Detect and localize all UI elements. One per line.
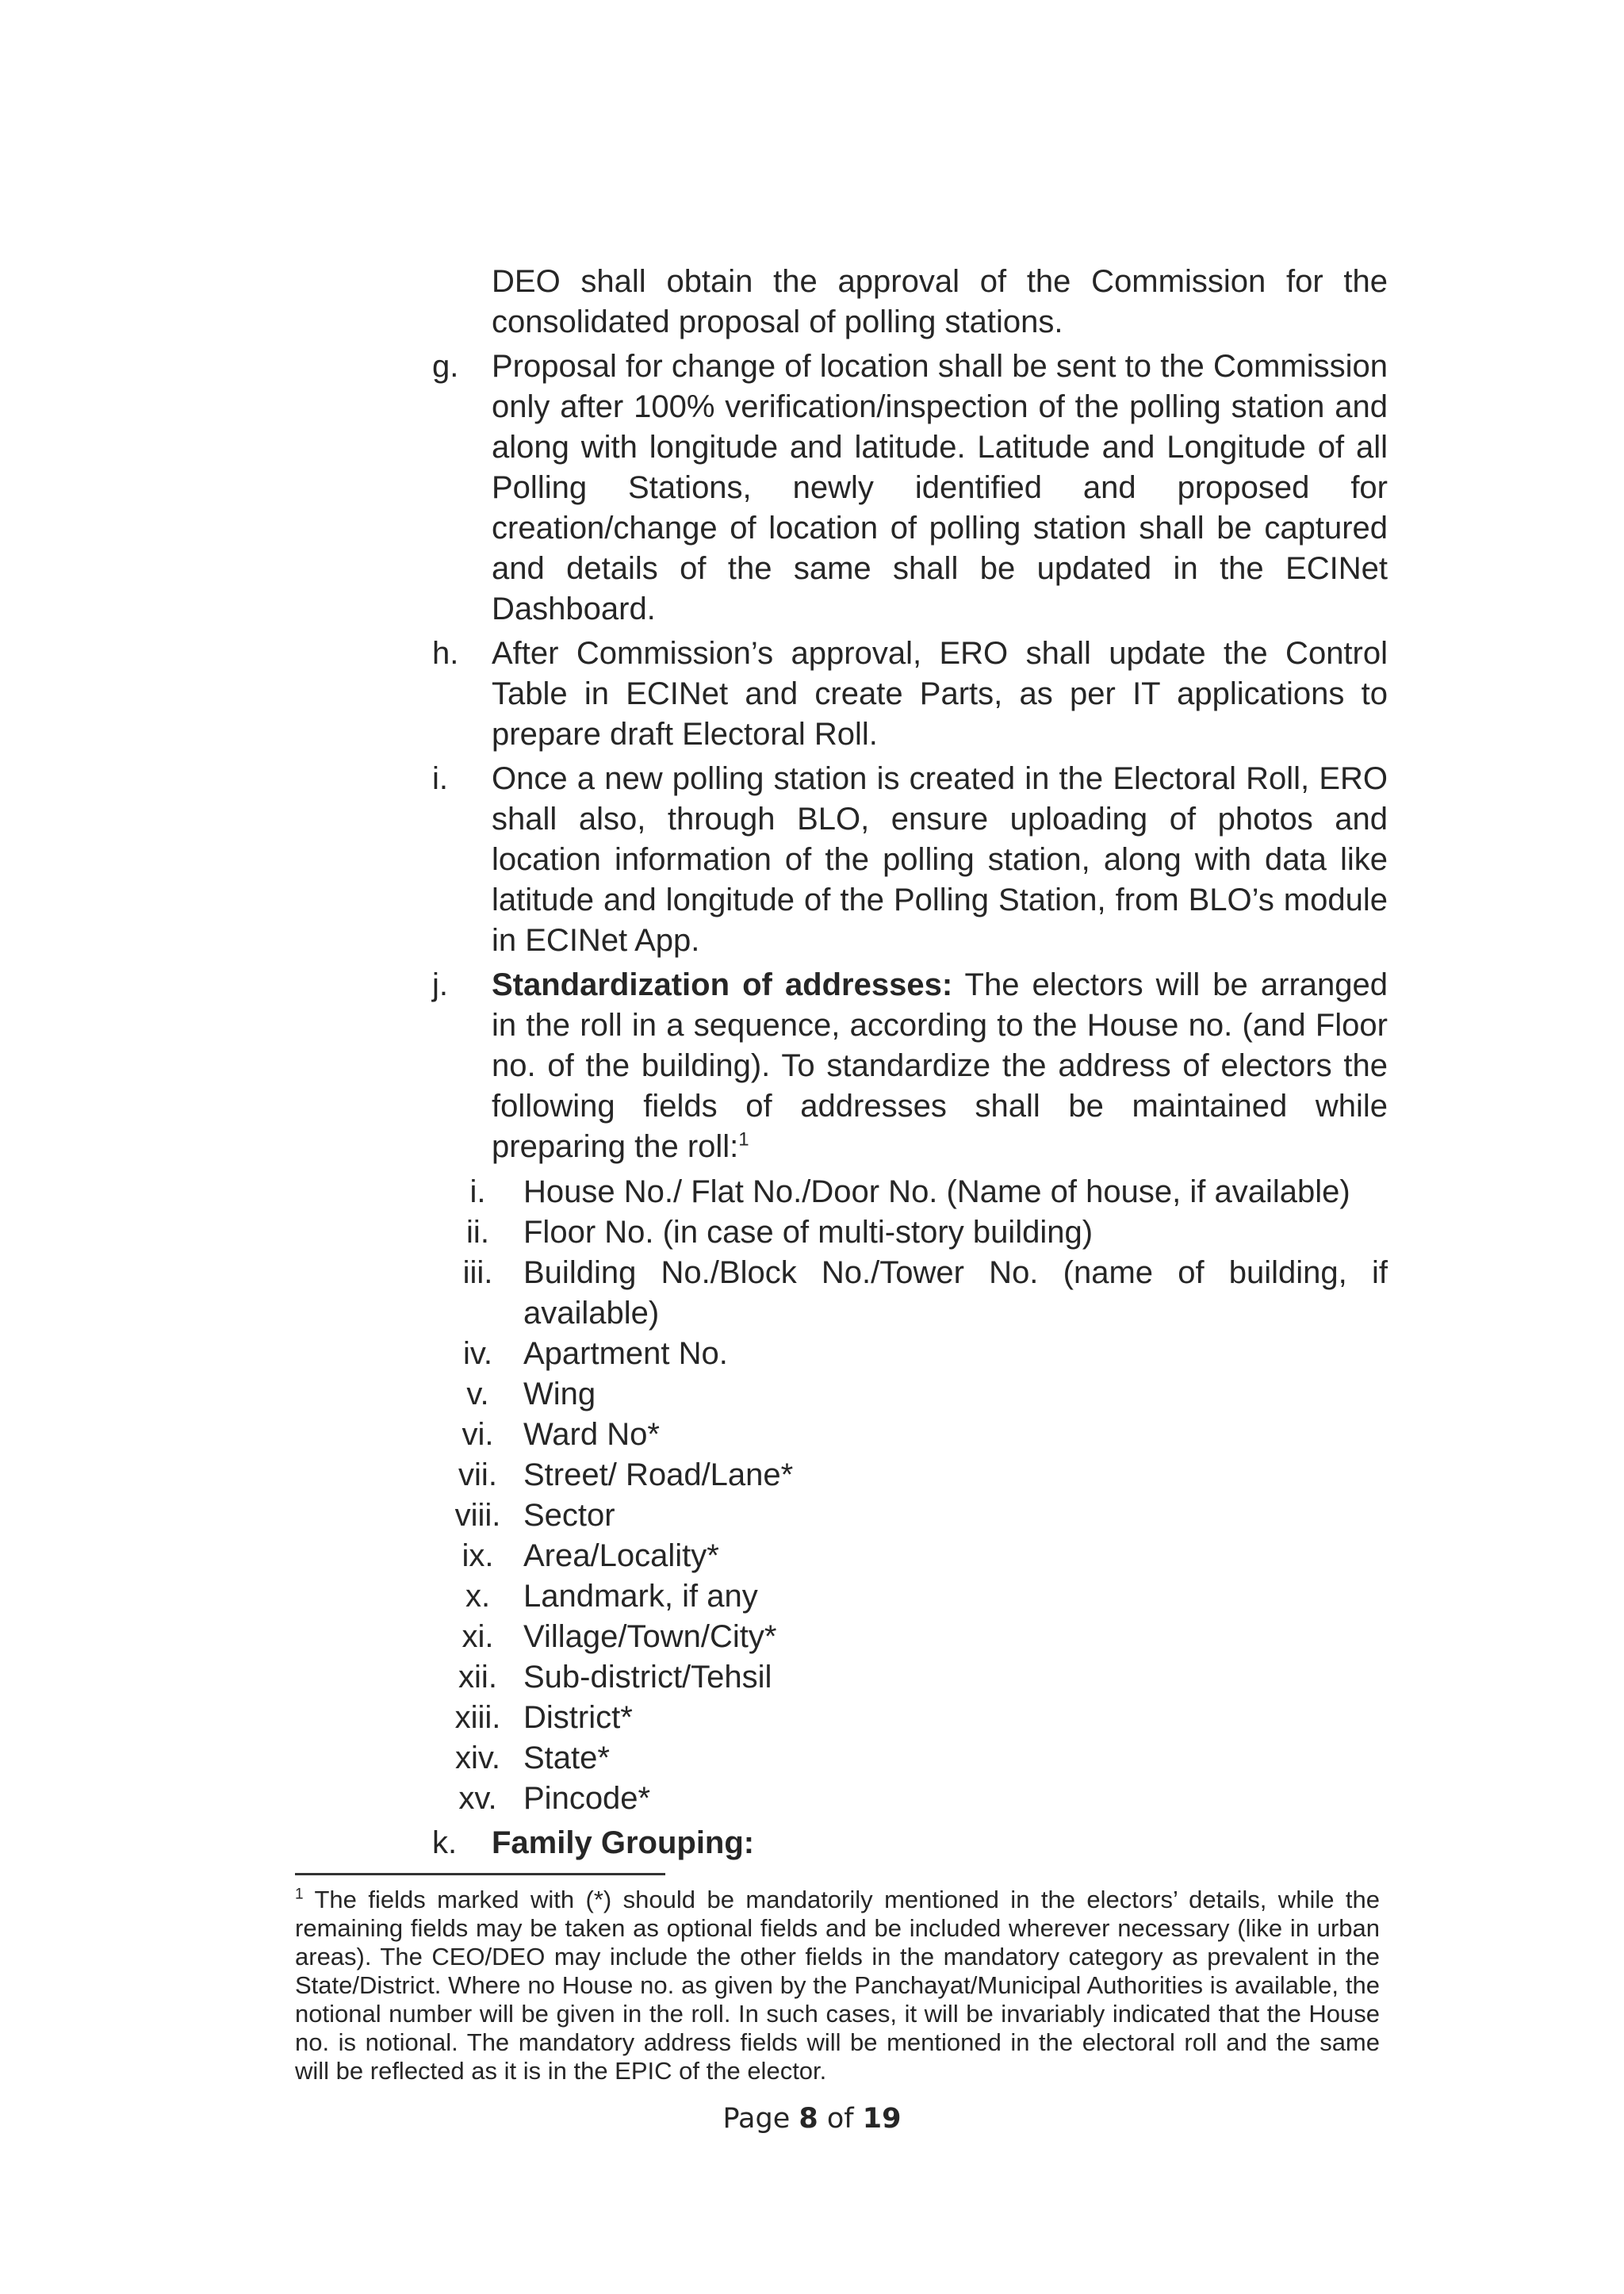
footnote-text: The fields marked with (*) should be mandatorily mentioned in the electors’ details, while the remaining fields may be taken as optional fields and be included wherever necessary (like in urban areas). The CEO/DEO may include the other fields in the mandatory category as prevalent in the State/District. Where no House no. as given by the Panchayat/Municipal Authorities is available, the notional number will be given in the roll. In such cases, it will be invariably indicated that the House no. is notional. The mandatory address fields will be mentioned in the electoral roll and the same will be reflected as it is in the EPIC of the elector. xyxy=(295,1886,1380,2085)
section-heading-family-grouping: Family Grouping: xyxy=(492,1825,755,1860)
roman-numeral: xiv. xyxy=(454,1741,501,1775)
address-fields-list xyxy=(432,1172,1388,1819)
list-marker: g. xyxy=(432,349,459,384)
roman-numeral: viii. xyxy=(454,1498,501,1533)
roman-numeral: vii. xyxy=(458,1457,497,1492)
address-field-text: Pincode* xyxy=(523,1781,651,1816)
list-item-j xyxy=(432,965,1388,1167)
roman-numeral: xii. xyxy=(458,1660,497,1695)
address-field-text: Village/Town/City* xyxy=(523,1619,777,1654)
total-pages: 19 xyxy=(862,2103,902,2135)
address-field-text: Wing xyxy=(523,1377,596,1411)
current-page: 8 xyxy=(799,2103,818,2135)
address-field-item xyxy=(432,1576,1388,1617)
roman-numeral: ii. xyxy=(466,1215,489,1250)
address-field-text: House No./ Flat No./Door No. (Name of house, if available) xyxy=(523,1174,1350,1209)
list-item-text: The electors will be arranged in the roll in a sequence, according to the House no. (and Floor no. of the building). To standardize the address of electors the following fields of addresses shall be maintained while preparing the roll: xyxy=(492,967,1388,1164)
roman-numeral: ix. xyxy=(462,1538,494,1573)
address-field-item xyxy=(432,1212,1388,1253)
list-item-body xyxy=(492,965,1388,1167)
address-field-text: Floor No. (in case of multi-story building) xyxy=(523,1215,1094,1250)
list-marker: h. xyxy=(432,636,459,671)
address-field-text: Sector xyxy=(523,1498,615,1533)
roman-numeral: xv. xyxy=(458,1781,497,1816)
list-marker: j. xyxy=(432,967,448,1002)
address-field-item xyxy=(432,1455,1388,1496)
address-field-item xyxy=(432,1617,1388,1657)
roman-numeral: vi. xyxy=(462,1417,494,1452)
address-field-text: Apartment No. xyxy=(523,1336,728,1371)
address-field-item xyxy=(432,1698,1388,1738)
roman-numeral: xiii. xyxy=(454,1700,501,1735)
list-item-i xyxy=(432,759,1388,961)
main-content xyxy=(432,262,1388,1863)
address-field-item xyxy=(432,1738,1388,1779)
address-field-text: State* xyxy=(523,1741,610,1775)
list-marker: i. xyxy=(432,761,448,796)
page-number xyxy=(0,2103,1624,2135)
page-label: Page xyxy=(722,2103,791,2135)
address-field-item xyxy=(432,1334,1388,1374)
address-field-text: Sub-district/Tehsil xyxy=(523,1660,772,1695)
address-field-item xyxy=(432,1779,1388,1819)
list-item-g xyxy=(432,347,1388,630)
page-separator: of xyxy=(826,2103,854,2135)
address-field-item xyxy=(432,1657,1388,1698)
list-item-k xyxy=(432,1823,1388,1863)
roman-numeral: xi. xyxy=(462,1619,494,1654)
roman-numeral: iv. xyxy=(462,1336,493,1371)
address-field-item xyxy=(432,1172,1388,1212)
address-field-text: Street/ Road/Lane* xyxy=(523,1457,794,1492)
continuation-paragraph: DEO shall obtain the approval of the Commission for the consolidated proposal of polling stations. xyxy=(492,264,1388,339)
section-heading-standardization: Standardization of addresses: xyxy=(492,967,953,1002)
address-field-item xyxy=(432,1415,1388,1455)
list-item-text: After Commission’s approval, ERO shall update the Control Table in ECINet and create Parts, as per IT applications to prepare draft Electoral Roll. xyxy=(492,636,1388,752)
address-field-item xyxy=(432,1496,1388,1536)
roman-numeral: v. xyxy=(466,1377,489,1411)
address-field-text: Ward No* xyxy=(523,1417,660,1452)
address-field-text: Landmark, if any xyxy=(523,1579,758,1614)
list-item-h xyxy=(432,634,1388,755)
roman-numeral: i. xyxy=(469,1174,486,1209)
roman-numeral: x. xyxy=(465,1579,491,1614)
address-field-item xyxy=(432,1374,1388,1415)
footnote xyxy=(295,1886,1380,2085)
address-field-text: District* xyxy=(523,1700,633,1735)
address-field-text: Building No./Block No./Tower No. (name of building, if available) xyxy=(523,1255,1388,1331)
footnote-separator xyxy=(295,1873,665,1875)
address-field-item xyxy=(432,1253,1388,1334)
footnote-marker: 1 xyxy=(295,1886,304,1903)
address-field-text: Area/Locality* xyxy=(523,1538,719,1573)
address-field-item xyxy=(432,1536,1388,1576)
list-marker: k. xyxy=(432,1825,458,1860)
list-item-text: Proposal for change of location shall be sent to the Commission only after 100% verification/inspection of the polling station and along with longitude and latitude. Latitude and Longitude of all Polling Stations, newly identified and proposed for creation/change of location of polling station shall be captured and details of the same shall be updated in the ECINet Dashboard. xyxy=(492,349,1388,626)
footnote-reference[interactable]: 1 xyxy=(738,1128,749,1151)
roman-numeral: iii. xyxy=(462,1255,493,1290)
list-item-text: Once a new polling station is created in the Electoral Roll, ERO shall also, through BLO, ensure uploading of photos and location information of the polling station, along with data like latitude and longitude of the Polling Station, from BLO’s module in ECINet App. xyxy=(492,761,1388,958)
